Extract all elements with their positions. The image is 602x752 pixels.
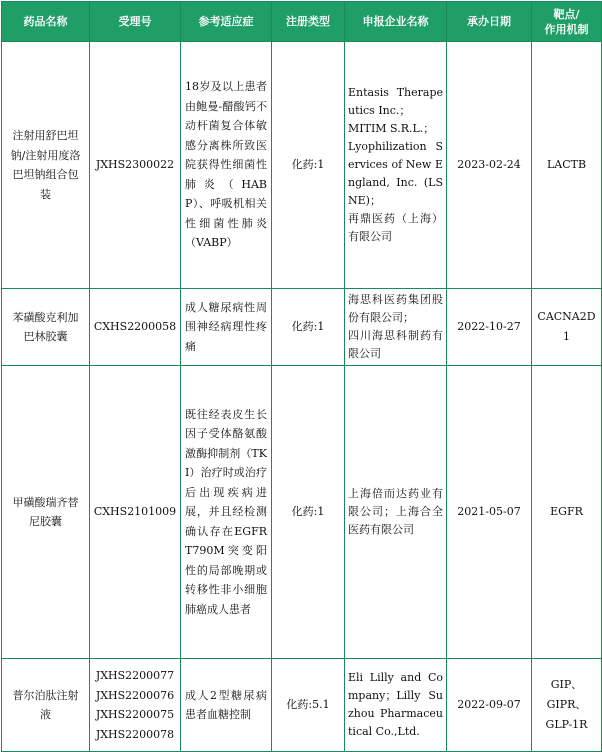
acceptance-no: JXHS2300022: [95, 158, 175, 172]
date-cell: 2023-02-24: [447, 42, 532, 289]
acceptance-no-cell: [90, 42, 181, 289]
acceptance-no: CXHS2200058: [93, 320, 177, 334]
header-drug-name: [2, 2, 90, 42]
table-body: [2, 42, 602, 752]
target-name: GIPR、: [546, 698, 587, 711]
header-target-mechanism: [532, 2, 602, 42]
date-cell: 2022-09-07: [447, 659, 532, 752]
company-name: 四川海思科制药有限公司: [348, 329, 443, 360]
target-name: EGFR: [550, 505, 583, 518]
drug-name-cell: 苯磺酸克利加巴林胶囊: [2, 289, 90, 366]
header-line: 作用机制: [544, 22, 589, 36]
registration-type-cell: 化药:1: [272, 289, 345, 366]
acceptance-no-cell: [90, 659, 181, 752]
target-name: GLP-1R: [545, 718, 588, 731]
acceptance-no: JXHS2200076: [95, 688, 175, 702]
drug-name-cell: 甲磺酸瑞齐替尼胶囊: [2, 366, 90, 659]
target-name: CACNA2D: [537, 310, 596, 323]
indication-cell: 成人2型糖尿病患者血糖控制: [181, 659, 272, 752]
drug-name-cell: 普尔泊肽注射液: [2, 659, 90, 752]
header-registration-type: [272, 2, 345, 42]
header-date: [447, 2, 532, 42]
drug-name-cell: 注射用舒巴坦钠/注射用度洛巴坦钠组合包装: [2, 42, 90, 289]
company-name: Eli Lilly and Company；Lilly Suzhou Pharmaceutical Co.,Ltd.: [348, 671, 443, 738]
header-line: 药品名称: [23, 15, 68, 28]
drug-registration-table: [1, 1, 602, 752]
indication-cell: 成人糖尿病性周围神经病理性疼痛: [181, 289, 272, 366]
registration-type-cell: 化药:1: [272, 42, 345, 289]
header-line: 承办日期: [467, 15, 511, 28]
applicant-company-cell: [345, 659, 447, 752]
registration-type-cell: 化药:5.1: [272, 659, 345, 752]
acceptance-no: JXHS2200075: [95, 708, 175, 721]
target-name: GIP、: [550, 678, 583, 691]
applicant-company-cell: [345, 366, 447, 659]
date-cell: 2022-10-27: [447, 289, 532, 366]
header-line: 注册类型: [286, 15, 330, 28]
table-row: [2, 289, 602, 366]
company-name: Lyophilization Services of New England, Inc. (LSNE)；: [348, 140, 443, 207]
target-name: LACTB: [546, 158, 587, 171]
indication-cell: 18岁及以上患者由鲍曼-醋酸钙不动杆菌复合体敏感分离株所致医院获得性细菌性肺炎（HABP）、呼吸机相关性细菌性肺炎（VABP）: [181, 42, 272, 289]
company-name: MITIM S.R.L.；: [348, 122, 435, 135]
target-cell: [532, 42, 602, 289]
company-name: 上海倍而达药业有限公司；上海合全医药有限公司: [348, 487, 443, 536]
header-acceptance-no: [90, 2, 181, 42]
registration-type-cell: 化药:1: [272, 366, 345, 659]
applicant-company-cell: [345, 289, 447, 366]
company-name: 海思科医药集团股份有限公司；: [348, 293, 443, 324]
acceptance-no-cell: [90, 366, 181, 659]
target-name: 1: [563, 330, 570, 343]
target-cell: [532, 289, 602, 366]
indication-cell: 既往经表皮生长因子受体酪氨酸激酶抑制剂（TKI）治疗时或治疗后出现疾病进展，并且经检测确认存在EGFR T790M突变阳性的局部晚期或转移性非小细胞肺癌成人患者: [181, 366, 272, 659]
target-cell: [532, 659, 602, 752]
acceptance-no-cell: [90, 289, 181, 366]
acceptance-no: CXHS2101009: [93, 505, 177, 519]
table-header-row: [2, 2, 602, 42]
applicant-company-cell: [345, 42, 447, 289]
header-line: 参考适应症: [198, 15, 254, 28]
acceptance-no: JXHS2200077: [95, 669, 175, 682]
header-line: 申报企业名称: [362, 15, 429, 28]
date-cell: 2021-05-07: [447, 366, 532, 659]
table-row: [2, 659, 602, 752]
header-indication: [181, 2, 272, 42]
table-row: [2, 42, 602, 289]
header-applicant-company: [345, 2, 447, 42]
target-cell: [532, 366, 602, 659]
acceptance-no: JXHS2200078: [95, 727, 175, 741]
company-name: 再鼎医药（上海）有限公司: [348, 212, 443, 243]
header-line: 靶点/: [553, 7, 580, 21]
company-name: Entasis Therapeutics Inc.；: [348, 86, 443, 117]
header-line: 受理号: [118, 15, 152, 28]
table-row: [2, 366, 602, 659]
